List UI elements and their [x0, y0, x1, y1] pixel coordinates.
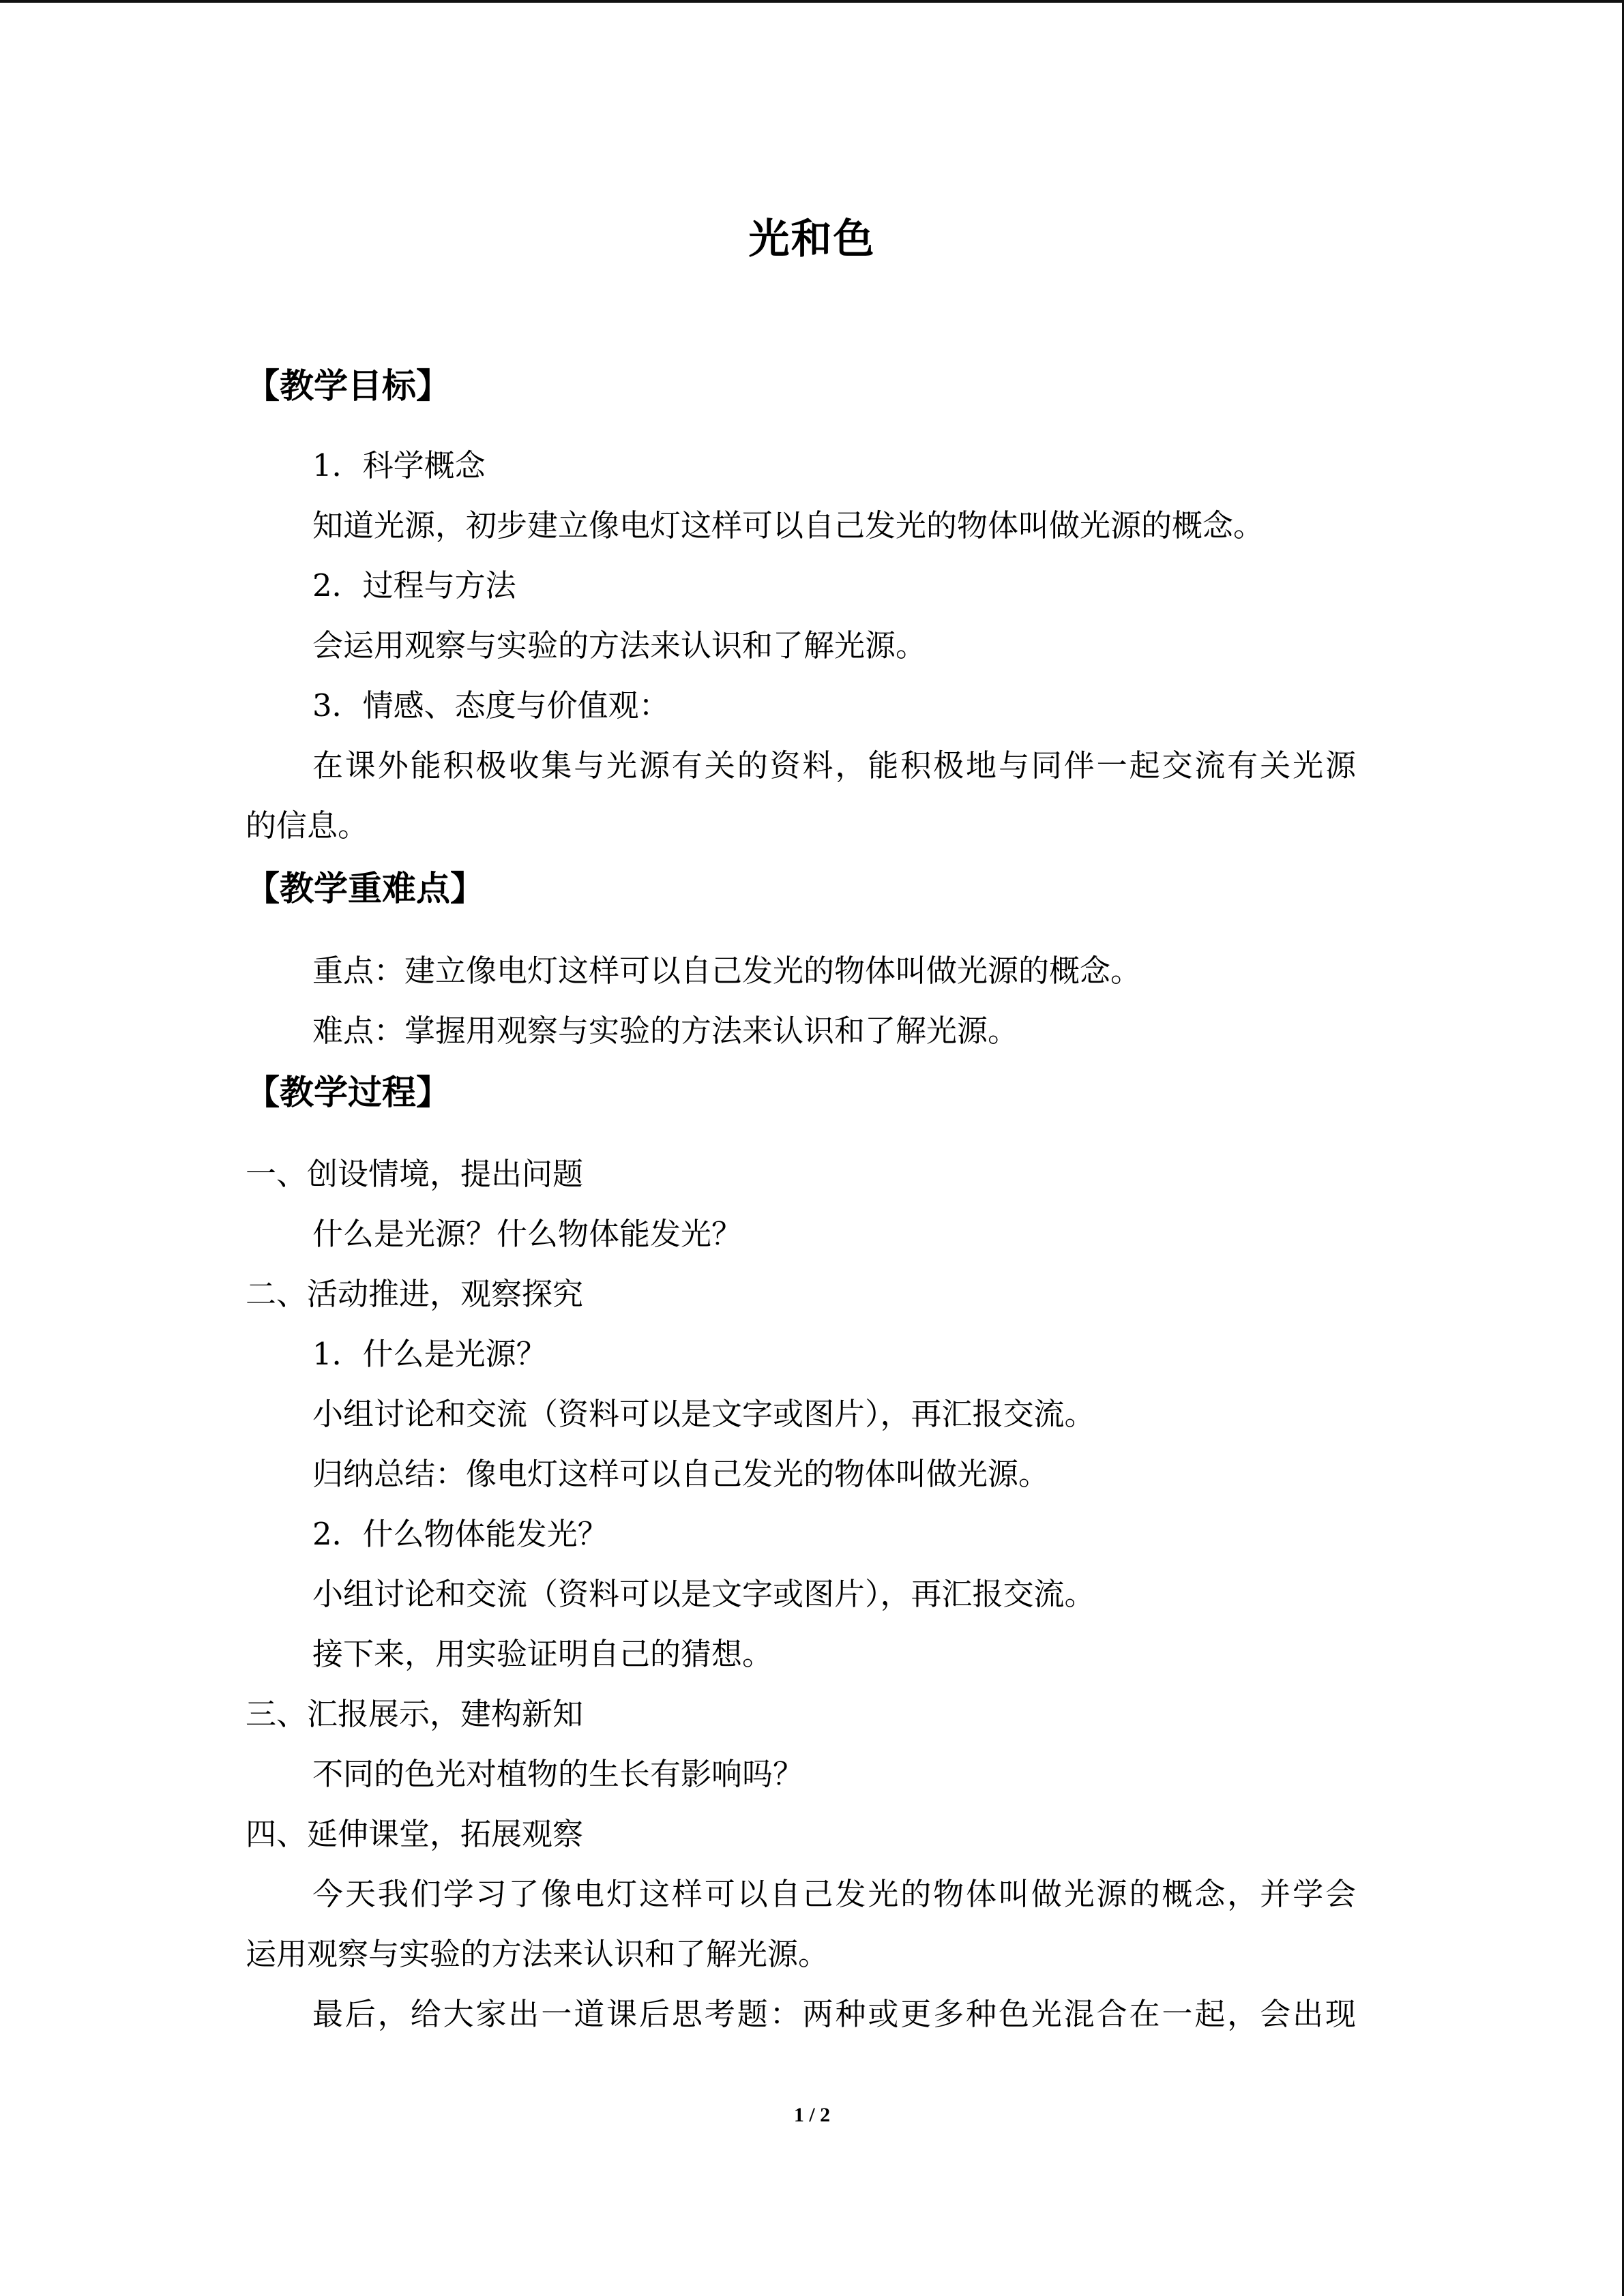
objective-item-3-title: 3．情感、态度与价值观：: [312, 687, 670, 724]
process-step-4-homework: 最后，给大家出一道课后思考题：两种或更多种色光混合在一起，会出现: [312, 1996, 1356, 2032]
process-step-4-text-cont: 运用观察与实验的方法来认识和了解光源。: [246, 1936, 829, 1972]
process-step-2-title: 二、活动推进，观察探究: [246, 1276, 584, 1312]
process-step-2-sub-1: 1．什么是光源？: [312, 1336, 547, 1372]
process-step-1-title: 一、创设情境，提出问题: [246, 1156, 584, 1192]
section-heading-process: 【教学过程】: [246, 1073, 450, 1112]
process-step-4-title: 四、延伸课堂，拓展观察: [246, 1816, 584, 1852]
process-step-2-sub-1-text: 小组讨论和交流（资料可以是文字或图片），再汇报交流。: [312, 1396, 1095, 1432]
process-step-3-title: 三、汇报展示，建构新知: [246, 1696, 584, 1732]
process-step-3-text: 不同的色光对植物的生长有影响吗？: [312, 1756, 804, 1792]
section-heading-key-points: 【教学重难点】: [246, 869, 484, 908]
objective-item-1-title: 1．科学概念: [312, 447, 486, 483]
key-point-focus: 重点：建立像电灯这样可以自己发光的物体叫做光源的概念。: [312, 953, 1142, 989]
process-step-2-sub-2-text: 小组讨论和交流（资料可以是文字或图片），再汇报交流。: [312, 1576, 1095, 1612]
key-point-difficulty: 难点：掌握用观察与实验的方法来认识和了解光源。: [312, 1013, 1019, 1049]
section-heading-objectives: 【教学目标】: [246, 366, 450, 406]
page-indicator: 1 / 2: [793, 2104, 831, 2126]
objective-item-2-text: 会运用观察与实验的方法来认识和了解光源。: [312, 627, 927, 664]
objective-item-3-text-cont: 的信息。: [246, 807, 369, 844]
objective-item-1-text: 知道光源，初步建立像电灯这样可以自己发光的物体叫做光源的概念。: [312, 507, 1265, 543]
process-step-2-sub-1-summary: 归纳总结：像电灯这样可以自己发光的物体叫做光源。: [312, 1456, 1050, 1492]
page-border-top: [0, 0, 1624, 3]
process-step-2-sub-2-next: 接下来，用实验证明自己的猜想。: [312, 1636, 773, 1672]
process-step-4-text: 今天我们学习了像电灯这样可以自己发光的物体叫做光源的概念，并学会: [312, 1876, 1356, 1912]
objective-item-2-title: 2．过程与方法: [312, 567, 516, 603]
document-title: 光和色: [748, 215, 876, 263]
objective-item-3-text: 在课外能积极收集与光源有关的资料，能积极地与同伴一起交流有关光源: [312, 747, 1356, 784]
process-step-1-text: 什么是光源？什么物体能发光？: [312, 1216, 743, 1252]
process-step-2-sub-2: 2．什么物体能发光？: [312, 1516, 608, 1552]
